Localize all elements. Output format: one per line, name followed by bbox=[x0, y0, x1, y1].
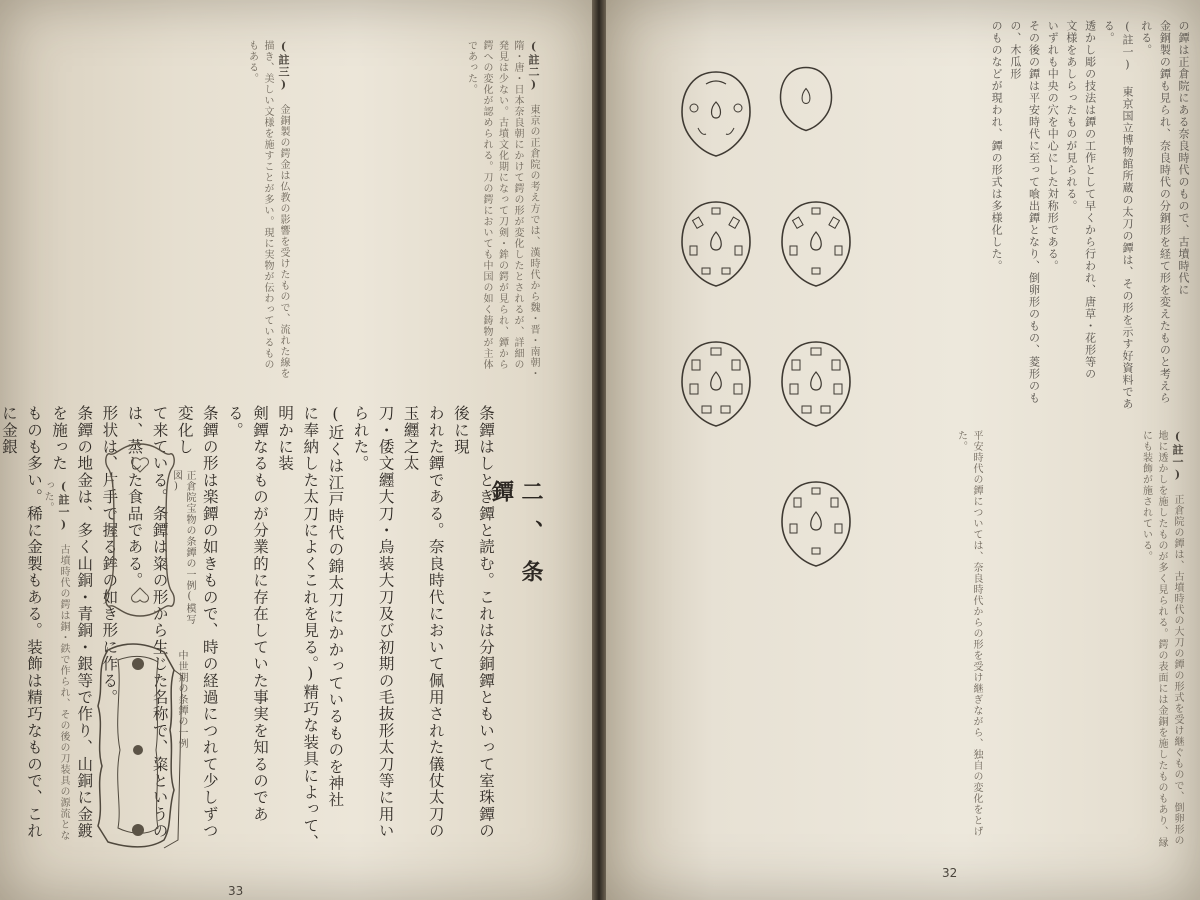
right-body-line: (註一) 東京国立博物館所蔵の太刀の鐔は、その形を示す好資料である。 bbox=[1102, 20, 1134, 410]
right-body-line: その後の鐔は平安時代に至って喰出鐔となり、倒卵形のもの、菱形のもの、木瓜形 bbox=[1008, 20, 1041, 404]
figure-caption-lower: 中世期の条鐔の一例 bbox=[176, 650, 187, 749]
right-page bbox=[606, 0, 1200, 900]
tsuba-figure-upper bbox=[100, 440, 180, 620]
body-line: 条鐔の地金は、多く山銅・青銅・銀等で作り、山銅に金鍍を施った bbox=[50, 405, 94, 840]
note-1-left-label: (註一) bbox=[57, 480, 70, 532]
tsuba-4 bbox=[782, 202, 850, 286]
page-number-right: 32 bbox=[942, 866, 958, 880]
tsuba-2 bbox=[781, 68, 832, 131]
left-page bbox=[0, 0, 592, 900]
figure-caption-upper: 正倉院宝物の条鐔の一例(模写図) bbox=[170, 470, 195, 625]
note-1-left bbox=[10, 480, 72, 850]
right-body-line: 透かし彫の技法は鐔の工作として早くから行われ、唐草・花形等の bbox=[1083, 20, 1097, 380]
tsuba-5 bbox=[682, 342, 750, 426]
right-note-1-label: (註一) bbox=[1171, 430, 1184, 482]
tsuba-7 bbox=[782, 482, 850, 566]
note-2-label: (註二) bbox=[527, 40, 540, 92]
body-line: (近くは江戸時代の錦太刀にかかっているものを神社 bbox=[326, 405, 345, 809]
right-body-line: のものなどが現われ、鐔の形式は多様化した。 bbox=[990, 20, 1004, 272]
body-line: に奉納した太刀によくこれを見る。)精巧な装具によって、明かに装 bbox=[276, 405, 320, 851]
note-3 bbox=[232, 40, 292, 380]
right-note-2-text: 平安時代の鐔については、奈良時代からの形を受け継ぎながら、独自の変化をとげた。 bbox=[955, 430, 982, 837]
right-note-2 bbox=[896, 430, 984, 850]
body-line: われた鐔である。奈良時代において佩用された儀仗太刀の玉纒之太 bbox=[401, 405, 445, 840]
note-3-label: (註三) bbox=[277, 40, 290, 92]
right-body-line: 文様をあしらったものが見られる。 bbox=[1064, 20, 1078, 212]
tsuba-illustrations bbox=[666, 60, 866, 580]
tsuba-3 bbox=[682, 202, 750, 286]
body-line: 形状は、片手で握る鉾の如き形に作る。 bbox=[100, 405, 119, 706]
note-1-left-text: 古墳時代の鍔は銅・鉄で作られ、その後の刀装具の源流となった。 bbox=[41, 480, 69, 841]
note-2-text: 東京の正倉院の考え方では、漢時代から魏・晋・南朝・隋・唐・日本奈良朝にかけて鍔の形が変化したとされるが、詳細の発見は少ない。古墳文化期になって刀剣・鉾の鍔が見られ、鐔から鍔への変化が認められる。刀の鍔においても中国の如く鋳物が主体であった。 bbox=[465, 40, 539, 379]
body-line: 刀・倭文纒大刀・烏装大刀及び初期の毛抜形太刀等に用いられた。 bbox=[351, 405, 395, 840]
tsuba-6 bbox=[782, 342, 850, 426]
body-line: て来ている。条鐔は粢の形から生じた名称で、粢というのは、蒸した食品である。 bbox=[125, 405, 169, 840]
page-number-left: 33 bbox=[228, 884, 244, 898]
right-body-text bbox=[868, 20, 1192, 410]
book-gutter bbox=[592, 0, 606, 900]
right-body-line: いずれも中央の穴を中心にした対称形である。 bbox=[1046, 20, 1060, 272]
note-3-text: 金銅製の鍔金は仏教の影響を受けたもので、流れた線を描き、美しい文様を施すことが多い。現に実物が伝わっているものもある。 bbox=[246, 40, 289, 379]
right-body-line: 金銅製の鐔も見られ、奈良時代の分銅形を経て形を変えたものと考えられる。 bbox=[1139, 20, 1172, 404]
right-note-1-text: 正倉院の鐔は、古墳時代の大刀の鐔の形式を受け継ぐもので、倒卵形の地に透かしを施したものが多く見られる。鍔の表面には金銅を施したものもあり、縁にも装飾が施されている。 bbox=[1140, 430, 1183, 848]
section-heading: 二、条 鐔 bbox=[488, 480, 544, 640]
right-body-line: の鐔は正倉院にある奈良時代のもので、古墳時代に bbox=[1177, 20, 1190, 296]
tsuba-1 bbox=[682, 72, 750, 156]
body-line: 条鐔の形は楽鐔の如きもので、時の経過につれて少しずつ変化し bbox=[175, 405, 219, 840]
right-note-1 bbox=[986, 430, 1186, 850]
note-2 bbox=[292, 40, 542, 380]
body-line: 剣鐔なるものが分業的に存在していた事実を知るのである。 bbox=[225, 405, 270, 823]
body-line: 条鐔はしとぎ鐔と読む。これは分銅鐔ともいって室珠鐔の後に現 bbox=[451, 405, 495, 840]
body-line: ものも多い。稀に金製もある。装飾は精巧なもので、これに金銀 bbox=[0, 405, 44, 840]
